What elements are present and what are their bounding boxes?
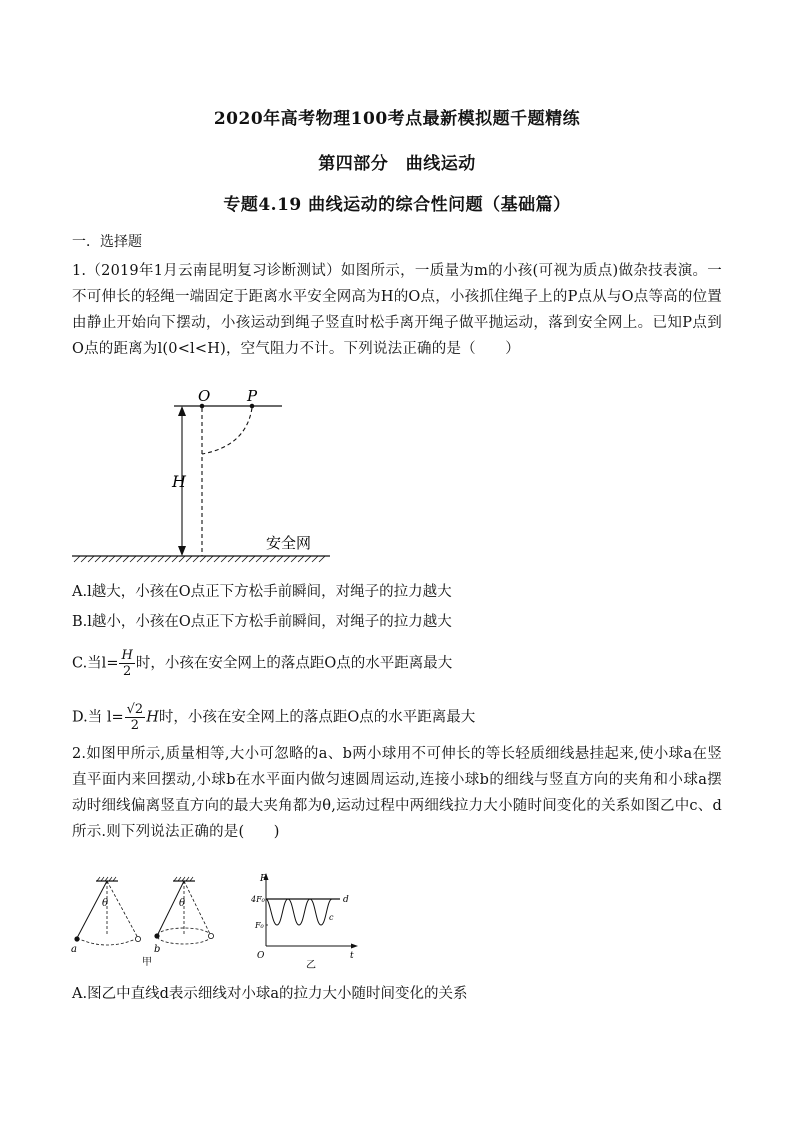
question-2-figure-yi	[250, 870, 366, 970]
h-arrow-top	[178, 406, 186, 416]
label-yi: 乙	[306, 960, 316, 970]
part-heading: 第四部分 曲线运动	[318, 154, 476, 174]
ball-a	[74, 936, 79, 941]
question-1-option-b: B.l越小，小孩在O点正下方松手前瞬间，对绳子的拉力越大	[72, 614, 452, 630]
question-2-figure-jia	[66, 876, 246, 968]
label-p: P	[247, 387, 258, 405]
curve-c	[266, 899, 332, 925]
option-c-denominator: 2	[123, 664, 132, 679]
option-c-suffix: 时，小孩在安全网上的落点距O点的水平距离最大	[135, 655, 453, 672]
question-1-stem: 1.（2019年1月云南昆明复习诊断测试）如图所示，一质量为m的小孩(可视为质点)做杂技表演。一不可伸长的轻绳一端固定于距离水平安全网高为H的O点，小孩抓住绳子上的P点从与O点等高的位置由静止开始向下摆动，小孩运动到绳子竖直时松手离开绳子做平抛运动，落到安全网上。已知P点到O点的距离为l(0<l<H)，空气阻力不计。下列说法正确的是（ ）	[72, 263, 722, 357]
topic-heading: 专题4.19 曲线运动的综合性问题（基础篇）	[223, 195, 571, 215]
option-d-fraction	[125, 702, 146, 733]
ground-hatching	[74, 556, 325, 562]
h-arrow-bottom	[178, 546, 186, 556]
theta-b: θ	[179, 898, 186, 909]
axis-f-label: F	[260, 874, 267, 884]
string-a	[77, 881, 107, 938]
label-ball-a: a	[71, 944, 77, 955]
option-c-fraction	[119, 648, 134, 679]
label-h: H	[172, 472, 186, 491]
question-1-option-a: A.l越大，小孩在O点正下方松手前瞬间，对绳子的拉力越大	[72, 584, 452, 600]
dashed-arc	[202, 408, 252, 454]
label-d: d	[343, 895, 349, 905]
option-d-denominator: 2	[130, 718, 140, 733]
label-c: c	[329, 913, 334, 922]
axis-t-label: t	[350, 951, 354, 961]
label-jia: 甲	[142, 957, 152, 968]
label-o: O	[198, 387, 211, 405]
option-d-variable: H	[146, 709, 159, 726]
option-d-suffix: 时，小孩在安全网上的落点距O点的水平距离最大	[158, 709, 476, 726]
tick-f0: F₀	[255, 921, 264, 930]
document-title: 2020年高考物理100考点最新模拟题千题精练	[213, 109, 581, 129]
tick-4f0: 4F₀	[251, 895, 265, 904]
ball-b	[154, 933, 159, 938]
option-d-numerator: √2	[126, 702, 144, 717]
question-1-option-c	[72, 648, 452, 679]
option-c-prefix: C.当l=	[72, 655, 119, 672]
option-d-prefix: D.当 l=	[72, 709, 124, 726]
label-ball-b: b	[154, 944, 161, 955]
question-2-option-a: A.图乙中直线d表示细线对小球a的拉力大小随时间变化的关系	[72, 986, 468, 1002]
label-safety-net: 安全网	[266, 534, 312, 552]
origin-label: O	[257, 951, 265, 961]
theta-a: θ	[102, 898, 109, 909]
question-1-figure	[68, 384, 338, 564]
question-2-stem: 2.如图甲所示,质量相等,大小可忽略的a、b两小球用不可伸长的等长轻质细线悬挂起来,使小球a在竖直平面内来回摆动,小球b在水平面内做匀速圆周运动,连接小球b的细线与竖直方向的夹角和小球a摆动时细线偏离竖直方向的最大夹角都为θ,运动过程中两细线拉力大小随时间变化的关系如图乙中c、d所示.则下列说法正确的是( )	[72, 746, 722, 840]
option-c-numerator: H	[121, 648, 133, 663]
question-1-option-d	[72, 702, 475, 733]
section-heading: 一．选择题	[72, 234, 142, 250]
